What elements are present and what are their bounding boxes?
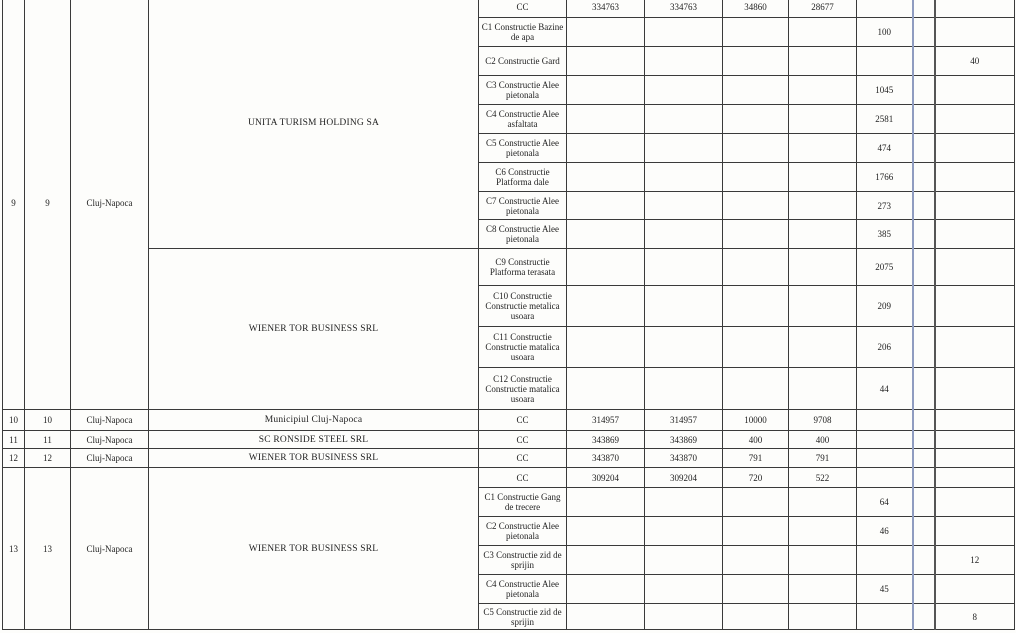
value-cell	[857, 449, 913, 468]
value-cell	[723, 220, 789, 249]
entry-number-secondary: 10	[25, 410, 71, 431]
value-cell: 40	[935, 47, 1015, 76]
value-cell: 2075	[857, 249, 913, 286]
value-cell	[857, 468, 913, 488]
spacer-cell	[913, 488, 935, 517]
value-cell: 64	[857, 488, 913, 517]
value-cell	[935, 468, 1015, 488]
locality-cell: Cluj-Napoca	[71, 449, 149, 468]
value-cell: 46	[857, 517, 913, 546]
value-cell	[723, 546, 789, 575]
value-cell	[789, 163, 857, 192]
value-cell	[567, 105, 645, 134]
spacer-cell	[913, 249, 935, 286]
item-description: C2 Constructie Gard	[479, 47, 567, 76]
value-cell	[645, 286, 723, 327]
value-cell: 343870	[645, 449, 723, 468]
value-cell	[567, 517, 645, 546]
value-cell	[645, 575, 723, 604]
value-cell	[645, 220, 723, 249]
value-cell	[645, 105, 723, 134]
owner-name: Municipiul Cluj-Napoca	[149, 410, 479, 431]
value-cell	[567, 47, 645, 76]
value-cell	[857, 604, 913, 630]
owner-name: WIENER TOR BUSINESS SRL	[149, 249, 479, 410]
item-description: CC	[479, 410, 567, 431]
item-description: C4 Constructie Alee asfaltata	[479, 105, 567, 134]
value-cell	[723, 105, 789, 134]
locality-cell: Cluj-Napoca	[71, 410, 149, 431]
table-row	[3, 410, 1015, 431]
item-description: C7 Constructie Alee pietonala	[479, 192, 567, 220]
value-cell	[935, 249, 1015, 286]
value-cell	[789, 105, 857, 134]
value-cell	[723, 18, 789, 47]
value-cell: 791	[723, 449, 789, 468]
entry-number: 13	[3, 468, 25, 630]
value-cell	[567, 546, 645, 575]
entry-number: 12	[3, 449, 25, 468]
spacer-cell	[913, 220, 935, 249]
value-cell: 343869	[645, 431, 723, 449]
value-cell: 206	[857, 327, 913, 368]
value-cell	[645, 76, 723, 105]
value-cell	[567, 249, 645, 286]
value-cell	[723, 488, 789, 517]
value-cell	[645, 604, 723, 630]
item-description: CC	[479, 0, 567, 18]
item-description: C8 Constructie Alee pietonala	[479, 220, 567, 249]
value-cell	[645, 249, 723, 286]
value-cell	[789, 134, 857, 163]
entry-number-secondary: 13	[25, 468, 71, 630]
value-cell	[567, 192, 645, 220]
value-cell: 343870	[567, 449, 645, 468]
spacer-cell	[913, 163, 935, 192]
value-cell: 522	[789, 468, 857, 488]
value-cell	[723, 517, 789, 546]
item-description: C6 Constructie Platforma dale	[479, 163, 567, 192]
value-cell	[723, 163, 789, 192]
value-cell	[567, 604, 645, 630]
value-cell: 2581	[857, 105, 913, 134]
value-cell	[789, 192, 857, 220]
locality-cell: Cluj-Napoca	[71, 468, 149, 630]
spacer-cell	[913, 0, 935, 18]
value-cell	[789, 604, 857, 630]
value-cell	[645, 18, 723, 47]
value-cell	[789, 517, 857, 546]
value-cell	[857, 410, 913, 431]
item-description: C3 Constructie zid de sprijin	[479, 546, 567, 575]
spacer-cell	[913, 449, 935, 468]
item-description: C11 Constructie Constructie matalica usoara	[479, 327, 567, 368]
value-cell	[789, 488, 857, 517]
value-cell	[567, 163, 645, 192]
spacer-cell	[913, 468, 935, 488]
entry-number-secondary: 12	[25, 449, 71, 468]
value-cell	[723, 368, 789, 410]
item-description: C9 Constructie Platforma terasata	[479, 249, 567, 286]
value-cell	[935, 0, 1015, 18]
value-cell	[645, 488, 723, 517]
spacer-cell	[913, 192, 935, 220]
value-cell	[935, 134, 1015, 163]
entry-number: 10	[3, 410, 25, 431]
item-description: C1 Constructie Gang de trecere	[479, 488, 567, 517]
value-cell: 8	[935, 604, 1015, 630]
value-cell	[645, 134, 723, 163]
value-cell: 44	[857, 368, 913, 410]
item-description: C2 Constructie Alee pietonala	[479, 517, 567, 546]
spacer-cell	[913, 105, 935, 134]
value-cell	[935, 192, 1015, 220]
item-description: CC	[479, 468, 567, 488]
item-description: C10 Constructie Constructie metalica usoara	[479, 286, 567, 327]
spacer-cell	[913, 47, 935, 76]
owner-name: WIENER TOR BUSINESS SRL	[149, 468, 479, 630]
value-cell: 12	[935, 546, 1015, 575]
value-cell	[723, 249, 789, 286]
item-description: CC	[479, 449, 567, 468]
value-cell	[723, 286, 789, 327]
value-cell: 334763	[567, 0, 645, 18]
table-row	[3, 449, 1015, 468]
value-cell: 400	[789, 431, 857, 449]
entry-number-secondary: 9	[25, 0, 71, 410]
spacer-cell	[913, 76, 935, 105]
value-cell	[645, 546, 723, 575]
value-cell	[723, 327, 789, 368]
value-cell	[935, 163, 1015, 192]
value-cell: 334763	[645, 0, 723, 18]
value-cell	[935, 18, 1015, 47]
entry-number: 11	[3, 431, 25, 449]
value-cell	[935, 575, 1015, 604]
item-description: C5 Constructie zid de sprijin	[479, 604, 567, 630]
value-cell	[935, 410, 1015, 431]
value-cell	[857, 546, 913, 575]
table-row	[3, 249, 1015, 286]
value-cell	[567, 286, 645, 327]
value-cell: 309204	[567, 468, 645, 488]
value-cell	[935, 327, 1015, 368]
value-cell: 100	[857, 18, 913, 47]
owner-name: SC RONSIDE STEEL SRL	[149, 431, 479, 449]
value-cell	[789, 286, 857, 327]
spacer-cell	[913, 546, 935, 575]
value-cell	[789, 546, 857, 575]
value-cell	[935, 431, 1015, 449]
value-cell	[723, 76, 789, 105]
owner-name: UNITA TURISM HOLDING SA	[149, 0, 479, 249]
table-row	[3, 0, 1015, 18]
item-description: C4 Constructie Alee pietonala	[479, 575, 567, 604]
value-cell: 791	[789, 449, 857, 468]
value-cell	[789, 249, 857, 286]
spacer-cell	[913, 431, 935, 449]
value-cell	[789, 76, 857, 105]
locality-cell: Cluj-Napoca	[71, 431, 149, 449]
value-cell: 314957	[567, 410, 645, 431]
value-cell	[723, 604, 789, 630]
value-cell: 385	[857, 220, 913, 249]
value-cell	[857, 0, 913, 18]
value-cell	[567, 220, 645, 249]
item-description: C12 Constructie Constructie matalica usoara	[479, 368, 567, 410]
value-cell: 28677	[789, 0, 857, 18]
value-cell: 343869	[567, 431, 645, 449]
value-cell	[567, 488, 645, 517]
value-cell	[935, 517, 1015, 546]
value-cell	[645, 517, 723, 546]
value-cell	[723, 192, 789, 220]
value-cell	[723, 575, 789, 604]
value-cell: 45	[857, 575, 913, 604]
value-cell: 10000	[723, 410, 789, 431]
spacer-cell	[913, 604, 935, 630]
value-cell	[935, 220, 1015, 249]
value-cell	[645, 47, 723, 76]
spacer-cell	[913, 286, 935, 327]
value-cell	[935, 368, 1015, 410]
value-cell	[935, 286, 1015, 327]
entry-number: 9	[3, 0, 25, 410]
spacer-cell	[913, 575, 935, 604]
value-cell: 9708	[789, 410, 857, 431]
value-cell	[567, 327, 645, 368]
value-cell: 1766	[857, 163, 913, 192]
value-cell	[567, 368, 645, 410]
value-cell	[857, 431, 913, 449]
value-cell	[567, 18, 645, 47]
value-cell	[935, 449, 1015, 468]
spacer-cell	[913, 517, 935, 546]
value-cell: 209	[857, 286, 913, 327]
value-cell	[857, 47, 913, 76]
value-cell	[789, 18, 857, 47]
value-cell	[645, 327, 723, 368]
value-cell	[567, 575, 645, 604]
value-cell	[935, 76, 1015, 105]
value-cell	[567, 76, 645, 105]
value-cell	[789, 47, 857, 76]
table-row	[3, 468, 1015, 488]
value-cell: 474	[857, 134, 913, 163]
spacer-cell	[913, 134, 935, 163]
spacer-cell	[913, 18, 935, 47]
value-cell: 273	[857, 192, 913, 220]
value-cell	[645, 368, 723, 410]
owner-name: WIENER TOR BUSINESS SRL	[149, 449, 479, 468]
value-cell	[645, 163, 723, 192]
value-cell	[723, 134, 789, 163]
locality-cell: Cluj-Napoca	[71, 0, 149, 410]
table-row	[3, 431, 1015, 449]
value-cell: 400	[723, 431, 789, 449]
value-cell	[723, 47, 789, 76]
value-cell	[935, 105, 1015, 134]
item-description: C5 Constructie Alee pietonala	[479, 134, 567, 163]
value-cell	[789, 575, 857, 604]
value-cell	[645, 192, 723, 220]
value-cell	[789, 220, 857, 249]
value-cell: 34860	[723, 0, 789, 18]
value-cell: 314957	[645, 410, 723, 431]
spacer-cell	[913, 410, 935, 431]
spacer-cell	[913, 327, 935, 368]
value-cell: 309204	[645, 468, 723, 488]
value-cell: 1045	[857, 76, 913, 105]
value-cell	[789, 368, 857, 410]
value-cell: 720	[723, 468, 789, 488]
item-description: C3 Constructie Alee pietonala	[479, 76, 567, 105]
item-description: CC	[479, 431, 567, 449]
value-cell	[567, 134, 645, 163]
entry-number-secondary: 11	[25, 431, 71, 449]
value-cell	[935, 488, 1015, 517]
item-description: C1 Constructie Bazine de apa	[479, 18, 567, 47]
property-register-table	[2, 0, 1015, 630]
value-cell	[789, 327, 857, 368]
spacer-cell	[913, 368, 935, 410]
